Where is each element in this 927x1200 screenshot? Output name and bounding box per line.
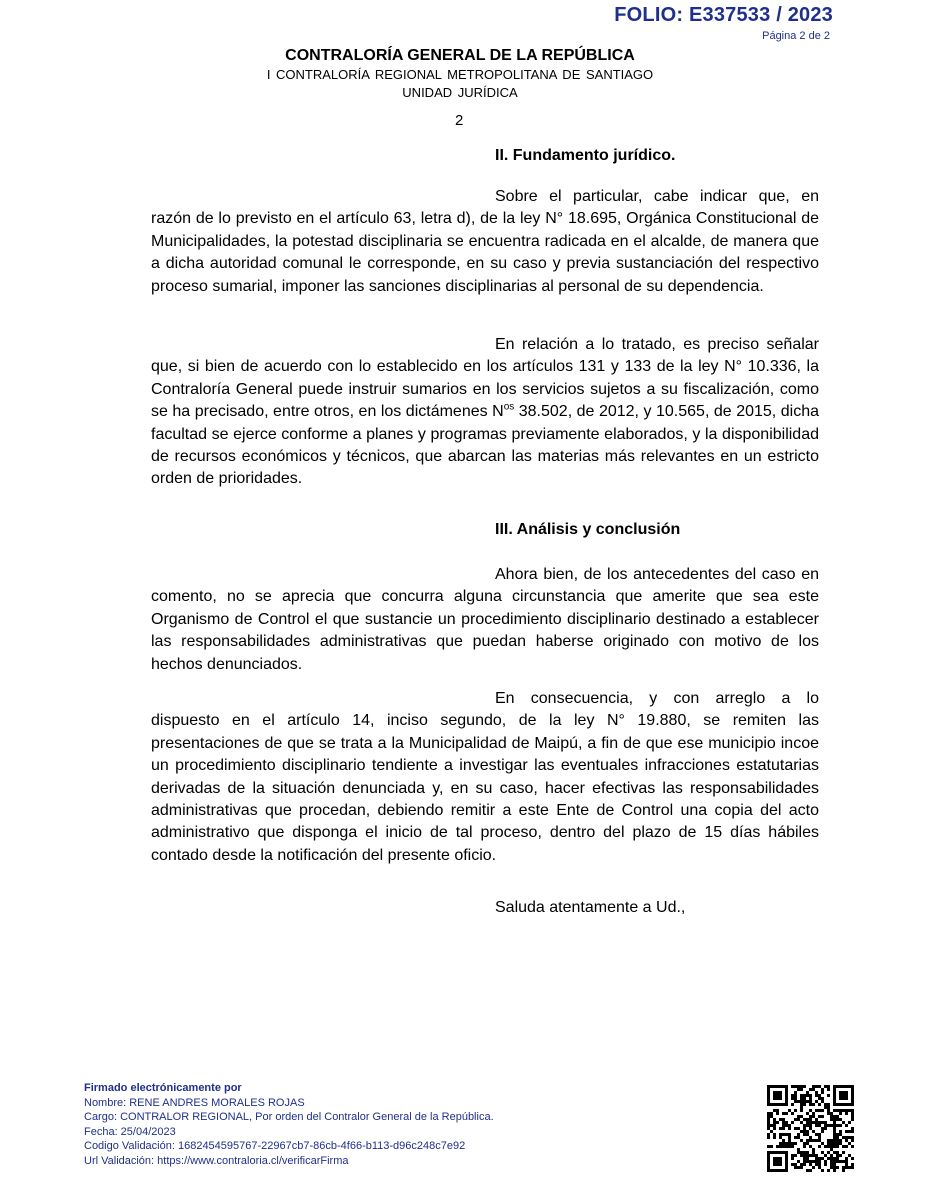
electronic-signature-block <box>84 1081 494 1169</box>
section-3-paragraph-1: Ahora bien, de los antecedentes del caso en comento, no se aprecia que concurra alguna circunstancia que amerite que sea este Organismo de Control el que sustancie un procedimiento disciplinario destinado a establecer las responsabilidades administrativas que puedan haberse originado con motivo de los hechos denunciados. <box>151 566 819 673</box>
page-number: 2 <box>455 112 464 129</box>
closing-salutation: Saluda atentamente a Ud., <box>495 899 686 916</box>
signature-date: Fecha: 25/04/2023 <box>84 1125 176 1138</box>
section-2-paragraph-1: Sobre el particular, cabe indicar que, en razón de lo previsto en el artículo 63, letra d), de la ley N° 18.695, Orgánica Constitucional de Municipalidades, la potestad disciplinaria se encuentra radicada en el alcalde, de manera que a dicha autoridad comunal le corresponde, en su caso y previa sustanciación del respectivo proceso sumarial, imponer las sanciones disciplinarias al personal de su dependencia. <box>151 188 819 295</box>
section-2-paragraph-2 <box>151 334 819 491</box>
folio-number: FOLIO: E337533 / 2023 <box>614 4 833 26</box>
signer-name: Nombre: RENE ANDRES MORALES ROJAS <box>84 1096 305 1109</box>
paragraph-text: En relación a lo tratado, es preciso señalar que, si bien de acuerdo con lo establecido en los artículos 131 y 133 de la ley N° 10.336, la Contraloría General puede instruir sumarios en los servicios sujetos a su fiscalización, como se ha precisado, entre otros, en los dictámenes N <box>151 336 819 421</box>
qr-code-icon <box>767 1085 854 1172</box>
document-header <box>150 46 770 102</box>
paragraph-text: 38.502, de 2012, y 10.565, de 2015, dicha facultad se ejerce conforme a planes y programas previamente elaborados, y la disponibilidad de recursos económicos y técnicos, que abarcan las materias más relevantes en un estricto orden de prioridades. <box>151 403 819 488</box>
signature-title: Firmado electrónicamente por <box>84 1082 242 1094</box>
section-3-paragraph-2: En consecuencia, y con arreglo a lo dispuesto en el artículo 14, inciso segundo, de la ley N° 19.880, se remiten las presentaciones de que se trata a la Municipalidad de Maipú, a fin de que ese municipio incoe un procedimiento disciplinario tendiente a investigar las eventuales infracciones estatutarias derivadas de la situación denunciada y, en su caso, hacer efectivas las responsabilidades administrativas que procedan, debiendo remitir a este Ente de Control una copia del acto administrativo que disponga el inicio de tal proceso, dentro del plazo de 15 días hábiles contado desde la notificación del presente oficio. <box>151 690 819 864</box>
regional-office: I CONTRALORÍA REGIONAL METROPOLITANA DE SANTIAGO <box>266 67 654 82</box>
institution-name: CONTRALORÍA GENERAL DE LA REPÚBLICA <box>285 47 635 64</box>
superscript: os <box>503 401 515 413</box>
validation-url: Url Validación: https://www.contraloria.cl/verificarFirma <box>84 1154 349 1167</box>
section-2-title: II. Fundamento jurídico. <box>495 147 676 164</box>
validation-code: Codigo Validación: 1682454595767-22967cb7-86cb-4f66-b113-d96c248c7e92 <box>84 1140 466 1153</box>
signer-position: Cargo: CONTRALOR REGIONAL, Por orden del Contralor General de la República. <box>84 1111 494 1124</box>
page-indicator: Página 2 de 2 <box>762 30 830 42</box>
unit-name: UNIDAD JURÍDICA <box>402 85 518 100</box>
section-3-title: III. Análisis y conclusión <box>495 521 681 538</box>
